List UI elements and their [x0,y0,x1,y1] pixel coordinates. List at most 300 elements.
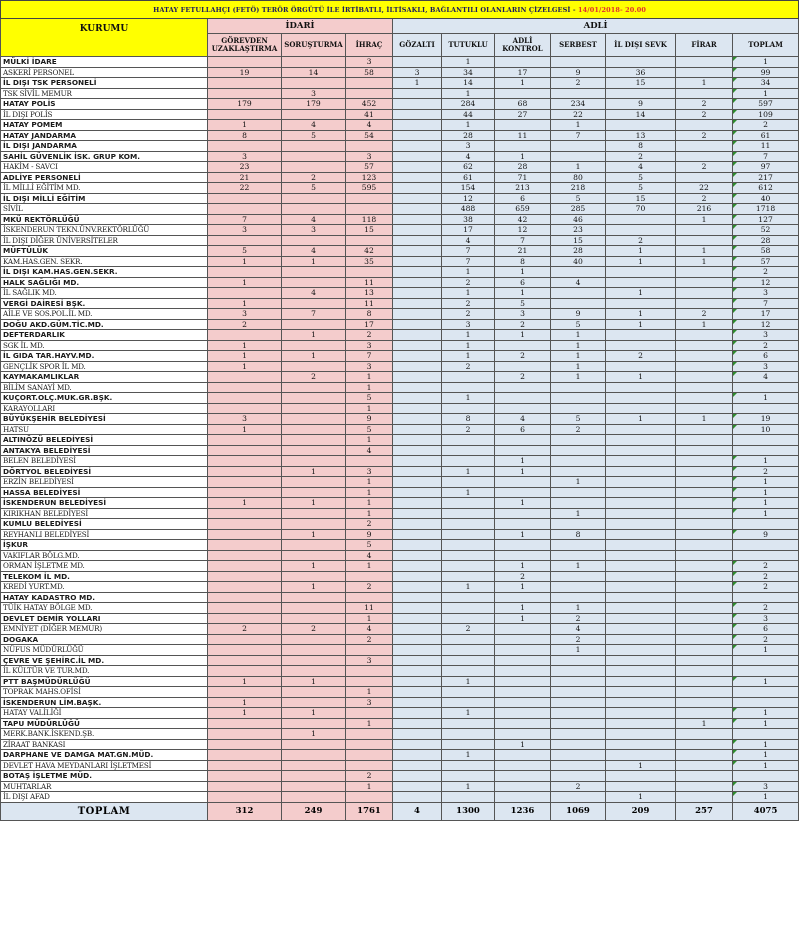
table-row [1,57,799,68]
cell-toplam [733,351,799,362]
cell-gozalti [393,393,442,404]
cell-adli-kontrol [495,697,551,708]
table-row [1,130,799,141]
cell-ihrac [346,267,393,278]
cell-toplam [733,613,799,624]
table-row [1,592,799,603]
cell-serbest [551,708,606,719]
cell-gorevden [208,582,282,593]
cell-serbest [551,697,606,708]
cell-sorusturma [282,141,346,152]
cell-gorevden [208,456,282,467]
cell-il-disi-sevk [606,466,676,477]
cell-tutuklu [442,613,495,624]
row-name: GENÇLİK SPOR İL MD. [1,361,208,372]
cell-toplam [733,382,799,393]
cell-gozalti [393,792,442,803]
cell-gorevden: 1 [208,676,282,687]
cell-serbest: 7 [551,130,606,141]
formula-flag-icon [733,456,737,460]
table-row [1,529,799,540]
total-tutuklu: 1300 [442,802,495,820]
cell-adli-kontrol: 17 [495,67,551,78]
formula-flag-icon [733,288,737,292]
cell-ihrac: 58 [346,67,393,78]
table-row [1,298,799,309]
row-name: EMNİYET (DİĞER MEMUR) [1,624,208,635]
cell-gozalti [393,361,442,372]
cell-serbest [551,393,606,404]
cell-ihrac [346,645,393,656]
cell-gozalti [393,109,442,120]
cell-firar: 2 [676,193,733,204]
row-name: İL DIŞI POLİS [1,109,208,120]
cell-serbest: 5 [551,414,606,425]
cell-gorevden: 1 [208,120,282,131]
cell-sorusturma: 4 [282,120,346,131]
cell-il-disi-sevk: 9 [606,99,676,110]
cell-ihrac: 2 [346,582,393,593]
table-row [1,466,799,477]
header-firar: FİRAR [676,34,733,57]
cell-firar [676,151,733,162]
cell-sorusturma [282,645,346,656]
row-name: DÖRTYOL BELEDİYESİ [1,466,208,477]
cell-gozalti [393,624,442,635]
formula-flag-icon [733,530,737,534]
row-name: DOGAKA [1,634,208,645]
cell-gorevden [208,78,282,89]
cell-ihrac [346,456,393,467]
cell-gozalti [393,540,442,551]
cell-firar [676,372,733,383]
cell-adli-kontrol [495,519,551,530]
cell-sorusturma: 4 [282,288,346,299]
cell-il-disi-sevk [606,519,676,530]
cell-il-disi-sevk [606,645,676,656]
table-row [1,571,799,582]
cell-firar [676,340,733,351]
cell-serbest [551,729,606,740]
cell-toplam [733,718,799,729]
cell-value: 1 [763,718,768,728]
cell-value: 2 [763,466,768,476]
cell-toplam [733,781,799,792]
cell-serbest: 23 [551,225,606,236]
cell-tutuklu [442,498,495,509]
table-row [1,319,799,330]
cell-gozalti [393,172,442,183]
row-name: BOTAŞ İŞLETME MÜD. [1,771,208,782]
cell-gozalti [393,235,442,246]
cell-tutuklu [442,382,495,393]
cell-adli-kontrol: 1 [495,739,551,750]
cell-sorusturma [282,57,346,68]
cell-gorevden [208,267,282,278]
cell-gorevden [208,760,282,771]
cell-adli-kontrol [495,781,551,792]
cell-value: 3 [763,781,768,791]
cell-il-disi-sevk [606,750,676,761]
cell-adli-kontrol [495,340,551,351]
cell-ihrac [346,750,393,761]
cell-ihrac: 595 [346,183,393,194]
table-row [1,288,799,299]
cell-gorevden: 22 [208,183,282,194]
cell-toplam [733,78,799,89]
row-name: HAKİM - SAVCI [1,162,208,173]
table-row [1,729,799,740]
cell-value: 12 [760,277,771,287]
cell-gozalti [393,718,442,729]
cell-serbest [551,792,606,803]
cell-ihrac [346,78,393,89]
cell-serbest: 218 [551,183,606,194]
cell-sorusturma: 2 [282,172,346,183]
cell-serbest: 9 [551,67,606,78]
cell-il-disi-sevk: 1 [606,414,676,425]
cell-value: 17 [760,309,771,319]
cell-tutuklu [442,445,495,456]
cell-gozalti [393,708,442,719]
row-name: İL DIŞI JANDARMA [1,141,208,152]
cell-il-disi-sevk [606,550,676,561]
cell-tutuklu: 488 [442,204,495,215]
cell-gorevden: 1 [208,697,282,708]
cell-value: 109 [758,109,773,119]
cell-toplam [733,288,799,299]
cell-firar [676,382,733,393]
cell-toplam [733,750,799,761]
cell-firar [676,634,733,645]
cell-value: 1 [763,57,768,67]
table-row [1,666,799,677]
cell-toplam [733,414,799,425]
cell-il-disi-sevk: 36 [606,67,676,78]
table-row [1,403,799,414]
formula-flag-icon [733,152,737,156]
formula-flag-icon [733,162,737,166]
cell-tutuklu: 1 [442,267,495,278]
cell-firar [676,120,733,131]
title-text: HATAY FETULLAHÇI (FETÖ) TERÖR ÖRGÜTÜ İLE İRTİBATLI, İLTİSAKLI, BAĞLANTILI OLANLARIN ÇİZELGESİ - [153,5,579,14]
cell-tutuklu: 1 [442,340,495,351]
cell-value: 3 [763,361,768,371]
cell-toplam [733,141,799,152]
row-name: TÜİK HATAY BÖLGE MD. [1,603,208,614]
table-row [1,151,799,162]
table-row [1,613,799,624]
row-name: TSK SİVİL MEMUR [1,88,208,99]
formula-flag-icon [733,246,737,250]
cell-gorevden: 179 [208,99,282,110]
cell-il-disi-sevk: 5 [606,183,676,194]
cell-gorevden [208,781,282,792]
cell-gozalti [393,487,442,498]
table-row [1,477,799,488]
cell-tutuklu [442,435,495,446]
cell-tutuklu [442,645,495,656]
row-name: MÜLKİ İDARE [1,57,208,68]
cell-value: 57 [760,256,771,266]
cell-firar: 2 [676,309,733,320]
cell-gorevden: 1 [208,298,282,309]
cell-gozalti [393,603,442,614]
cell-sorusturma: 3 [282,88,346,99]
cell-ihrac: 3 [346,340,393,351]
cell-firar [676,561,733,572]
cell-serbest: 1 [551,603,606,614]
row-name: İSKENDERUN LİM.BAŞK. [1,697,208,708]
cell-serbest: 9 [551,309,606,320]
cell-serbest: 22 [551,109,606,120]
cell-gozalti [393,277,442,288]
cell-toplam [733,120,799,131]
cell-toplam [733,298,799,309]
cell-sorusturma [282,771,346,782]
cell-sorusturma [282,78,346,89]
cell-firar [676,141,733,152]
cell-il-disi-sevk: 1 [606,319,676,330]
cell-sorusturma [282,109,346,120]
cell-tutuklu: 62 [442,162,495,173]
cell-value: 3 [763,613,768,623]
cell-ihrac: 3 [346,466,393,477]
cell-gorevden [208,571,282,582]
formula-flag-icon [733,488,737,492]
cell-sorusturma: 14 [282,67,346,78]
cell-adli-kontrol: 2 [495,571,551,582]
table-body [1,57,799,803]
cell-il-disi-sevk: 14 [606,109,676,120]
row-name: DEVLET DEMİR YOLLARI [1,613,208,624]
cell-il-disi-sevk [606,603,676,614]
cell-value: 7 [763,151,768,161]
cell-gozalti [393,403,442,414]
cell-firar [676,498,733,509]
cell-value: 4 [763,372,768,382]
cell-gozalti [393,309,442,320]
cell-ihrac: 57 [346,162,393,173]
cell-serbest [551,382,606,393]
cell-tutuklu [442,729,495,740]
cell-firar [676,456,733,467]
row-name: KAM.HAS.GEN. SEKR. [1,256,208,267]
cell-il-disi-sevk [606,687,676,698]
row-name: REYHANLI BELEDİYESİ [1,529,208,540]
cell-value: 99 [760,67,771,77]
formula-flag-icon [733,425,737,429]
title-row [1,1,799,19]
formula-flag-icon [733,677,737,681]
cell-gozalti [393,771,442,782]
formula-flag-icon [733,509,737,513]
cell-toplam [733,162,799,173]
cell-gozalti [393,613,442,624]
cell-tutuklu: 1 [442,676,495,687]
cell-toplam [733,267,799,278]
cell-serbest: 1 [551,340,606,351]
total-ihrac: 1761 [346,802,393,820]
cell-il-disi-sevk [606,267,676,278]
formula-flag-icon [733,120,737,124]
cell-tutuklu: 1 [442,466,495,477]
row-name: SİVİL [1,204,208,215]
formula-flag-icon [733,78,737,82]
cell-firar [676,676,733,687]
cell-gorevden [208,141,282,152]
row-name: DEFTERDARLIK [1,330,208,341]
cell-value: 2 [763,582,768,592]
cell-sorusturma [282,634,346,645]
cell-ihrac: 3 [346,151,393,162]
cell-adli-kontrol [495,57,551,68]
group-header-row [1,19,799,34]
cell-tutuklu [442,760,495,771]
cell-firar [676,361,733,372]
cell-sorusturma [282,666,346,677]
cell-tutuklu: 7 [442,246,495,257]
cell-gozalti [393,288,442,299]
cell-il-disi-sevk: 2 [606,351,676,362]
cell-toplam [733,88,799,99]
cell-ihrac: 452 [346,99,393,110]
cell-gorevden [208,634,282,645]
cell-firar [676,582,733,593]
cell-value: 6 [763,624,768,634]
cell-sorusturma [282,382,346,393]
cell-firar [676,687,733,698]
cell-serbest [551,487,606,498]
table-row [1,424,799,435]
cell-adli-kontrol: 659 [495,204,551,215]
row-name: DEVLET HAVA MEYDANLARI İŞLETMESİ [1,760,208,771]
cell-sorusturma [282,697,346,708]
cell-serbest [551,267,606,278]
cell-toplam [733,592,799,603]
table-row [1,214,799,225]
cell-ihrac [346,676,393,687]
cell-gorevden [208,382,282,393]
row-name: TAPU MÜDÜRLÜĞÜ [1,718,208,729]
cell-tutuklu [442,529,495,540]
cell-il-disi-sevk: 8 [606,141,676,152]
cell-il-disi-sevk: 1 [606,792,676,803]
table-row [1,309,799,320]
cell-serbest: 2 [551,78,606,89]
cell-il-disi-sevk [606,382,676,393]
cell-ihrac: 7 [346,351,393,362]
cell-value: 217 [758,172,773,182]
cell-tutuklu [442,655,495,666]
table-row [1,540,799,551]
header-idari: İDARİ [208,19,393,34]
cell-value: 1 [763,477,768,487]
cell-gorevden: 3 [208,225,282,236]
formula-flag-icon [733,572,737,576]
cell-serbest [551,298,606,309]
table-row [1,508,799,519]
cell-toplam [733,445,799,456]
cell-sorusturma [282,603,346,614]
cell-toplam [733,487,799,498]
cell-gorevden [208,687,282,698]
cell-toplam [733,466,799,477]
cell-toplam [733,57,799,68]
cell-firar [676,760,733,771]
cell-firar [676,771,733,782]
cell-sorusturma [282,508,346,519]
cell-serbest [551,687,606,698]
cell-sorusturma [282,687,346,698]
cell-value: 612 [758,183,773,193]
cell-toplam [733,340,799,351]
cell-il-disi-sevk [606,571,676,582]
cell-firar: 2 [676,109,733,120]
cell-tutuklu: 1 [442,781,495,792]
cell-serbest: 28 [551,246,606,257]
cell-gozalti: 3 [393,67,442,78]
table-row [1,172,799,183]
cell-firar [676,393,733,404]
table-row [1,141,799,152]
table-row [1,193,799,204]
cell-adli-kontrol: 6 [495,277,551,288]
cell-gozalti [393,445,442,456]
table-row [1,603,799,614]
cell-sorusturma [282,550,346,561]
cell-adli-kontrol [495,771,551,782]
cell-firar [676,613,733,624]
cell-gorevden [208,204,282,215]
cell-toplam [733,456,799,467]
cell-adli-kontrol [495,592,551,603]
cell-adli-kontrol: 71 [495,172,551,183]
cell-sorusturma [282,361,346,372]
formula-flag-icon [733,299,737,303]
cell-serbest [551,288,606,299]
cell-gozalti [393,529,442,540]
cell-gozalti [393,88,442,99]
table-row [1,792,799,803]
cell-adli-kontrol [495,393,551,404]
cell-value: 19 [760,414,771,424]
cell-sorusturma [282,414,346,425]
cell-ihrac: 1 [346,487,393,498]
cell-adli-kontrol [495,435,551,446]
cell-adli-kontrol [495,361,551,372]
table-row [1,708,799,719]
cell-adli-kontrol: 11 [495,130,551,141]
formula-flag-icon [733,782,737,786]
cell-serbest: 1 [551,120,606,131]
cell-value: 1 [763,708,768,718]
cell-ihrac: 9 [346,529,393,540]
formula-flag-icon [733,330,737,334]
cell-toplam [733,792,799,803]
cell-il-disi-sevk: 1 [606,288,676,299]
cell-tutuklu: 12 [442,193,495,204]
cell-gozalti [393,561,442,572]
cell-adli-kontrol: 1 [495,78,551,89]
cell-adli-kontrol [495,382,551,393]
formula-flag-icon [733,719,737,723]
cell-ihrac: 3 [346,57,393,68]
formula-flag-icon [733,194,737,198]
cell-toplam [733,235,799,246]
cell-ihrac: 5 [346,424,393,435]
cell-tutuklu: 1 [442,351,495,362]
